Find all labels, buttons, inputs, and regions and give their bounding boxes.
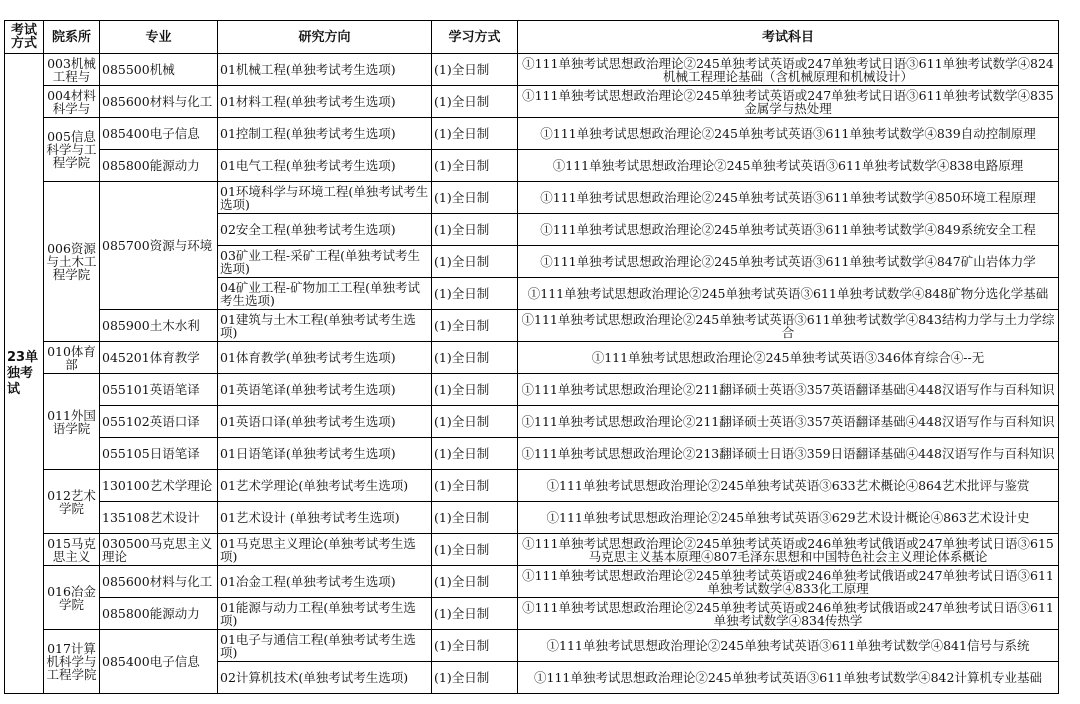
table-row <box>5 118 1059 150</box>
dept-cell: 003机械工程与 <box>44 54 100 86</box>
subjects-cell: ①111单独考试思想政治理论②213翻译硕士日语③359日语翻译基础④448汉语写作与百科知识 <box>518 438 1059 470</box>
major-cell: 085600材料与化工 <box>100 86 218 118</box>
study-mode-cell: (1)全日制 <box>432 310 518 342</box>
direction-cell: 02计算机技术(单独考试考生选项) <box>218 662 432 694</box>
study-mode-cell: (1)全日制 <box>432 86 518 118</box>
subjects-cell: ①111单独考试思想政治理论②245单独考试英语或247单独考试日语③611单独考试数学④824机械工程理论基础（含机械原理和机械设计） <box>518 54 1059 86</box>
study-mode-cell: (1)全日制 <box>432 662 518 694</box>
subjects-cell: ①111单独考试思想政治理论②245单独考试英语③611单独考试数学④848矿物分选化学基础 <box>518 278 1059 310</box>
table-row <box>5 630 1059 662</box>
direction-cell: 01电气工程(单独考试考生选项) <box>218 150 432 182</box>
exam-subjects-table <box>4 20 1059 694</box>
major-cell: 085700资源与环境 <box>100 182 218 310</box>
direction-cell: 04矿业工程-矿物加工工程(单独考试考生选项) <box>218 278 432 310</box>
major-cell: 085500机械 <box>100 54 218 86</box>
direction-cell: 01机械工程(单独考试考生选项) <box>218 54 432 86</box>
study-mode-cell: (1)全日制 <box>432 566 518 598</box>
major-cell: 085600材料与化工 <box>100 566 218 598</box>
direction-cell: 01日语笔译(单独考试考生选项) <box>218 438 432 470</box>
major-cell: 055101英语笔译 <box>100 374 218 406</box>
major-cell: 085800能源动力 <box>100 150 218 182</box>
table-row <box>5 374 1059 406</box>
direction-cell: 01马克思主义理论(单独考试考生选项) <box>218 534 432 566</box>
study-mode-cell: (1)全日制 <box>432 406 518 438</box>
study-mode-cell: (1)全日制 <box>432 630 518 662</box>
major-cell: 055105日语笔译 <box>100 438 218 470</box>
table-row <box>5 470 1059 502</box>
table-row <box>5 566 1059 598</box>
subjects-cell: ①111单独考试思想政治理论②245单独考试英语③611单独考试数学④842计算机专业基础 <box>518 662 1059 694</box>
subjects-cell: ①111单独考试思想政治理论②245单独考试英语③633艺术概论④864艺术批评与鉴赏 <box>518 470 1059 502</box>
subjects-cell: ①111单独考试思想政治理论②245单独考试英语或247单独考试日语③611单独考试数学④835金属学与热处理 <box>518 86 1059 118</box>
header-major: 专业 <box>100 21 218 54</box>
subjects-cell: ①111单独考试思想政治理论②245单独考试英语③346体育综合④--无 <box>518 342 1059 374</box>
direction-cell: 01艺术设计 (单独考试考生选项) <box>218 502 432 534</box>
header-direction: 研究方向 <box>218 21 432 54</box>
subjects-cell: ①111单独考试思想政治理论②245单独考试英语③611单独考试数学④849系统安全工程 <box>518 214 1059 246</box>
header-subjects: 考试科目 <box>518 21 1059 54</box>
direction-cell: 01控制工程(单独考试考生选项) <box>218 118 432 150</box>
header-exam-method: 考试方式 <box>5 21 44 54</box>
study-mode-cell: (1)全日制 <box>432 438 518 470</box>
study-mode-cell: (1)全日制 <box>432 598 518 630</box>
table-row <box>5 54 1059 86</box>
table-row <box>5 182 1059 214</box>
direction-cell: 01冶金工程(单独考试考生选项) <box>218 566 432 598</box>
header-row <box>5 21 1059 54</box>
dept-cell: 005信息科学与工程学院 <box>44 118 100 182</box>
dept-cell: 016冶金学院 <box>44 566 100 630</box>
dept-cell: 017计算机科学与工程学院 <box>44 630 100 694</box>
subjects-cell: ①111单独考试思想政治理论②245单独考试英语或246单独考试俄语或247单独考试日语③611单独考试数学④834传热学 <box>518 598 1059 630</box>
study-mode-cell: (1)全日制 <box>432 118 518 150</box>
direction-cell: 01艺术学理论(单独考试考生选项) <box>218 470 432 502</box>
table-row <box>5 86 1059 118</box>
subjects-cell: ①111单独考试思想政治理论②245单独考试英语③611单独考试数学④838电路原理 <box>518 150 1059 182</box>
subjects-cell: ①111单独考试思想政治理论②245单独考试英语或246单独考试俄语或247单独考试日语③615马克思主义基本原理④807毛泽东思想和中国特色社会主义理论体系概论 <box>518 534 1059 566</box>
dept-cell: 010体育部 <box>44 342 100 374</box>
direction-cell: 01能源与动力工程(单独考试考生选项) <box>218 598 432 630</box>
table-row <box>5 598 1059 630</box>
major-cell: 045201体育教学 <box>100 342 218 374</box>
study-mode-cell: (1)全日制 <box>432 54 518 86</box>
subjects-cell: ①111单独考试思想政治理论②211翻译硕士英语③357英语翻译基础④448汉语写作与百科知识 <box>518 406 1059 438</box>
direction-cell: 02安全工程(单独考试考生选项) <box>218 214 432 246</box>
study-mode-cell: (1)全日制 <box>432 278 518 310</box>
table-row <box>5 502 1059 534</box>
direction-cell: 01材料工程(单独考试考生选项) <box>218 86 432 118</box>
study-mode-cell: (1)全日制 <box>432 470 518 502</box>
subjects-cell: ①111单独考试思想政治理论②245单独考试英语③611单独考试数学④847矿山岩体力学 <box>518 246 1059 278</box>
major-cell: 085900土木水利 <box>100 310 218 342</box>
direction-cell: 01建筑与土木工程(单独考试考生选项) <box>218 310 432 342</box>
dept-cell: 004材料科学与 <box>44 86 100 118</box>
table-row <box>5 310 1059 342</box>
subjects-cell: ①111单独考试思想政治理论②245单独考试英语③611单独考试数学④850环境工程原理 <box>518 182 1059 214</box>
study-mode-cell: (1)全日制 <box>432 534 518 566</box>
subjects-cell: ①111单独考试思想政治理论②245单独考试英语③611单独考试数学④841信号与系统 <box>518 630 1059 662</box>
direction-cell: 01环境科学与环境工程(单独考试考生选项) <box>218 182 432 214</box>
study-mode-cell: (1)全日制 <box>432 342 518 374</box>
study-mode-cell: (1)全日制 <box>432 182 518 214</box>
direction-cell: 01英语笔译(单独考试考生选项) <box>218 374 432 406</box>
header-dept: 院系所 <box>44 21 100 54</box>
study-mode-cell: (1)全日制 <box>432 502 518 534</box>
major-cell: 085400电子信息 <box>100 118 218 150</box>
direction-cell: 01电子与通信工程(单独考试考生选项) <box>218 630 432 662</box>
header-study-mode: 学习方式 <box>432 21 518 54</box>
table-row <box>5 406 1059 438</box>
major-cell: 085800能源动力 <box>100 598 218 630</box>
dept-cell: 012艺术学院 <box>44 470 100 534</box>
major-cell: 030500马克思主义理论 <box>100 534 218 566</box>
table-row <box>5 438 1059 470</box>
dept-cell: 015马克思主义 <box>44 534 100 566</box>
subjects-cell: ①111单独考试思想政治理论②211翻译硕士英语③357英语翻译基础④448汉语写作与百科知识 <box>518 374 1059 406</box>
major-cell: 135108艺术设计 <box>100 502 218 534</box>
study-mode-cell: (1)全日制 <box>432 150 518 182</box>
major-cell: 055102英语口译 <box>100 406 218 438</box>
table-row <box>5 150 1059 182</box>
subjects-cell: ①111单独考试思想政治理论②245单独考试英语③629艺术设计概论④863艺术设计史 <box>518 502 1059 534</box>
exam-method-cell: 23单独考试 <box>5 54 44 694</box>
study-mode-cell: (1)全日制 <box>432 214 518 246</box>
study-mode-cell: (1)全日制 <box>432 246 518 278</box>
subjects-cell: ①111单独考试思想政治理论②245单独考试英语③611单独考试数学④839自动控制原理 <box>518 118 1059 150</box>
major-cell: 085400电子信息 <box>100 630 218 694</box>
subjects-cell: ①111单独考试思想政治理论②245单独考试英语或246单独考试俄语或247单独考试日语③611单独考试数学④833化工原理 <box>518 566 1059 598</box>
direction-cell: 01体育教学(单独考试考生选项) <box>218 342 432 374</box>
major-cell: 130100艺术学理论 <box>100 470 218 502</box>
table-row <box>5 534 1059 566</box>
subjects-cell: ①111单独考试思想政治理论②245单独考试英语③611单独考试数学④843结构力学与土力学综合 <box>518 310 1059 342</box>
direction-cell: 03矿业工程-采矿工程(单独考试考生选项) <box>218 246 432 278</box>
dept-cell: 006资源与土木工程学院 <box>44 182 100 342</box>
study-mode-cell: (1)全日制 <box>432 374 518 406</box>
dept-cell: 011外国语学院 <box>44 374 100 470</box>
direction-cell: 01英语口译(单独考试考生选项) <box>218 406 432 438</box>
table-row <box>5 342 1059 374</box>
